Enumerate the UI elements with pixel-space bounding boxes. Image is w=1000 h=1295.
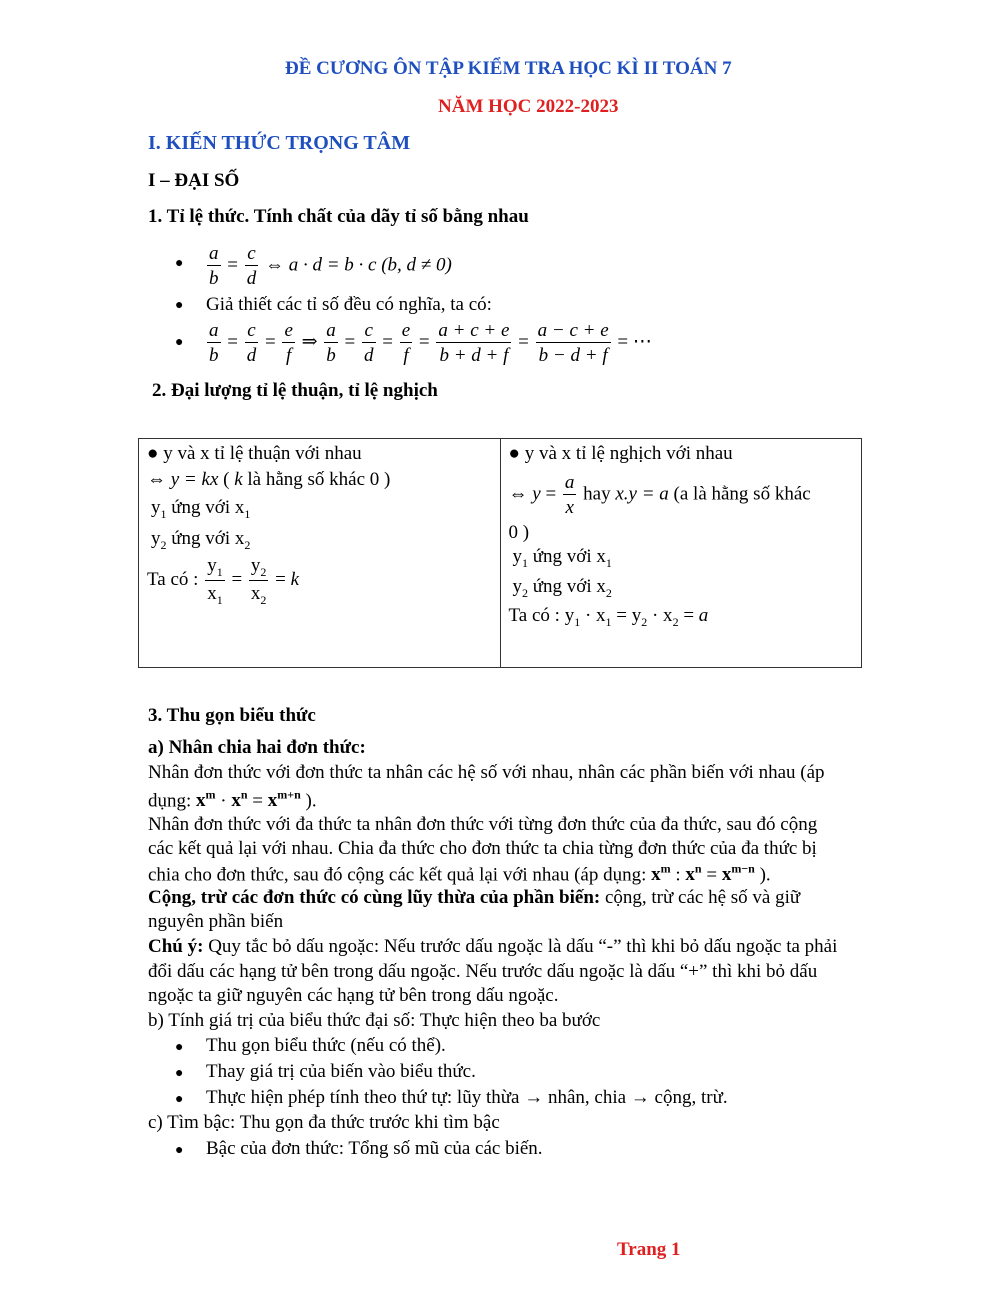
direct-line4: $y_2$ ứng với $x_2$ [151,528,251,552]
topic3-heading: 3. Thu gọn biểu thức [148,705,316,726]
bullet-icon: ● [175,1066,184,1081]
inverse-line4: $y_1$ ứng với $x_1$ [512,546,612,570]
bullet-icon: ● [175,335,184,350]
inverse-line1: ● y và x tỉ lệ nghịch với nhau [508,443,733,464]
inverse-line6: Ta có : $y_1 \cdot x_1 = y_2 \cdot x_2 = a$ [508,605,709,629]
inverse-proportion-cell [500,439,862,668]
paragraph-line: các kết quả lại với nhau. Chia đa thức cho đơn thức ta chia từng đơn thức của đa thức bị [148,838,817,859]
paragraph-line: Chú ý: Quy tắc bỏ dấu ngoặc: Nếu trước dấu ngoặc là dấu “-” thì khi bỏ dấu ngoặc ta phải [148,936,838,957]
inverse-line5: $y_2$ ứng với $x_2$ [512,576,612,600]
topic2-heading: 2. Đại lượng tỉ lệ thuận, tỉ lệ nghịch [152,380,438,401]
direct-line2: ⇔ y = kx ( k là hằng số khác 0 ) [147,469,391,490]
document-title: ĐỀ CƯƠNG ÔN TẬP KIỂM TRA HỌC KÌ II TOÁN 7 [285,58,732,79]
topic1-heading: 1. Tỉ lệ thức. Tính chất của dãy tỉ số bằng nhau [148,206,529,227]
list-item: Thay giá trị của biến vào biểu thức. [206,1061,476,1082]
page-number: Trang 1 [617,1239,681,1260]
direct-line3: $y_1$ ứng với $x_1$ [151,497,251,521]
paragraph-line: dụng: $x^m \cdot x^n = x^{m+n}$ ). [148,788,317,812]
inverse-line3: 0 ) [508,522,530,543]
subheading-b: b) Tính giá trị của biểu thức đại số: Thực hiện theo ba bước [148,1010,601,1031]
part-heading: I – ĐẠI SỐ [148,170,240,191]
list-item: Thực hiện phép tính theo thứ tự: lũy thừa → nhân, chia → cộng, trừ. [206,1087,728,1108]
paragraph-line: đổi dấu các hạng tử bên trong dấu ngoặc. Nếu trước dấu ngoặc là dấu “+” thì khi bỏ dấu [148,961,818,982]
paragraph-line: Cộng, trừ các đơn thức có cùng lũy thừa của phần biến: cộng, trừ các hệ số và giữ [148,887,801,908]
direct-line1: ● y và x tỉ lệ thuận với nhau [147,443,362,464]
subheading-a: a) Nhân chia hai đơn thức: [148,737,366,758]
bullet-icon: ● [175,1143,184,1158]
inverse-line2: ⇔ y = $\frac{a}{x}$ hay x.y = a (a là hằng số khác [508,472,811,518]
section-heading: I. KIẾN THỨC TRỌNG TÂM [148,132,411,154]
equal-ratios-formula: $\frac{a}{b}$ = $\frac{c}{d}$ = $\frac{e}{f}$ ⇒ $\frac{a}{b}$ = $\frac{c}{d}$ = $\frac{e}{f}$ = $\frac{a + c + e}{b + d + f}$ = $\frac{a - c + e}{b - d + f}$ = ⋯ [209,320,652,366]
paragraph-line: Nhân đơn thức với đơn thức ta nhân các hệ số với nhau, nhân các phần biến với nhau (áp [148,762,825,783]
proportion-formula: $\frac{a}{b}$ = $\frac{c}{d}$ ⇔ a · d = b · c (b, d ≠ 0) [209,243,452,289]
direct-proportion-cell [139,439,501,668]
proportion-table [138,438,862,668]
bullet-icon: ● [175,1092,184,1107]
paragraph-line: chia cho đơn thức, sau đó cộng các kết quả lại với nhau (áp dụng: $x^m$ : $x^n = x^{m-n}$ ). [148,862,771,886]
paragraph-line: nguyên phần biến [148,911,284,932]
list-item: Thu gọn biểu thức (nếu có thể). [206,1035,446,1056]
bullet-icon: ● [175,298,184,313]
subheading-c: c) Tìm bậc: Thu gọn đa thức trước khi tìm bậc [148,1112,500,1133]
direct-line5: Ta có : $\frac{y_1}{x_1}$ = $\frac{y_2}{x_2}$ = k [147,555,300,607]
bullet-icon: ● [175,256,184,271]
paragraph-line: Nhân đơn thức với đa thức ta nhân đơn thức với từng đơn thức của đa thức, sau đó cộng [148,814,818,835]
school-year: NĂM HỌC 2022-2023 [438,96,619,117]
paragraph-line: ngoặc ta giữ nguyên các hạng tử bên trong dấu ngoặc. [148,985,559,1006]
bullet-icon: ● [175,1040,184,1055]
assumption-note: Giả thiết các tỉ số đều có nghĩa, ta có: [206,294,492,315]
list-item: Bậc của đơn thức: Tổng số mũ của các biến. [206,1138,543,1159]
